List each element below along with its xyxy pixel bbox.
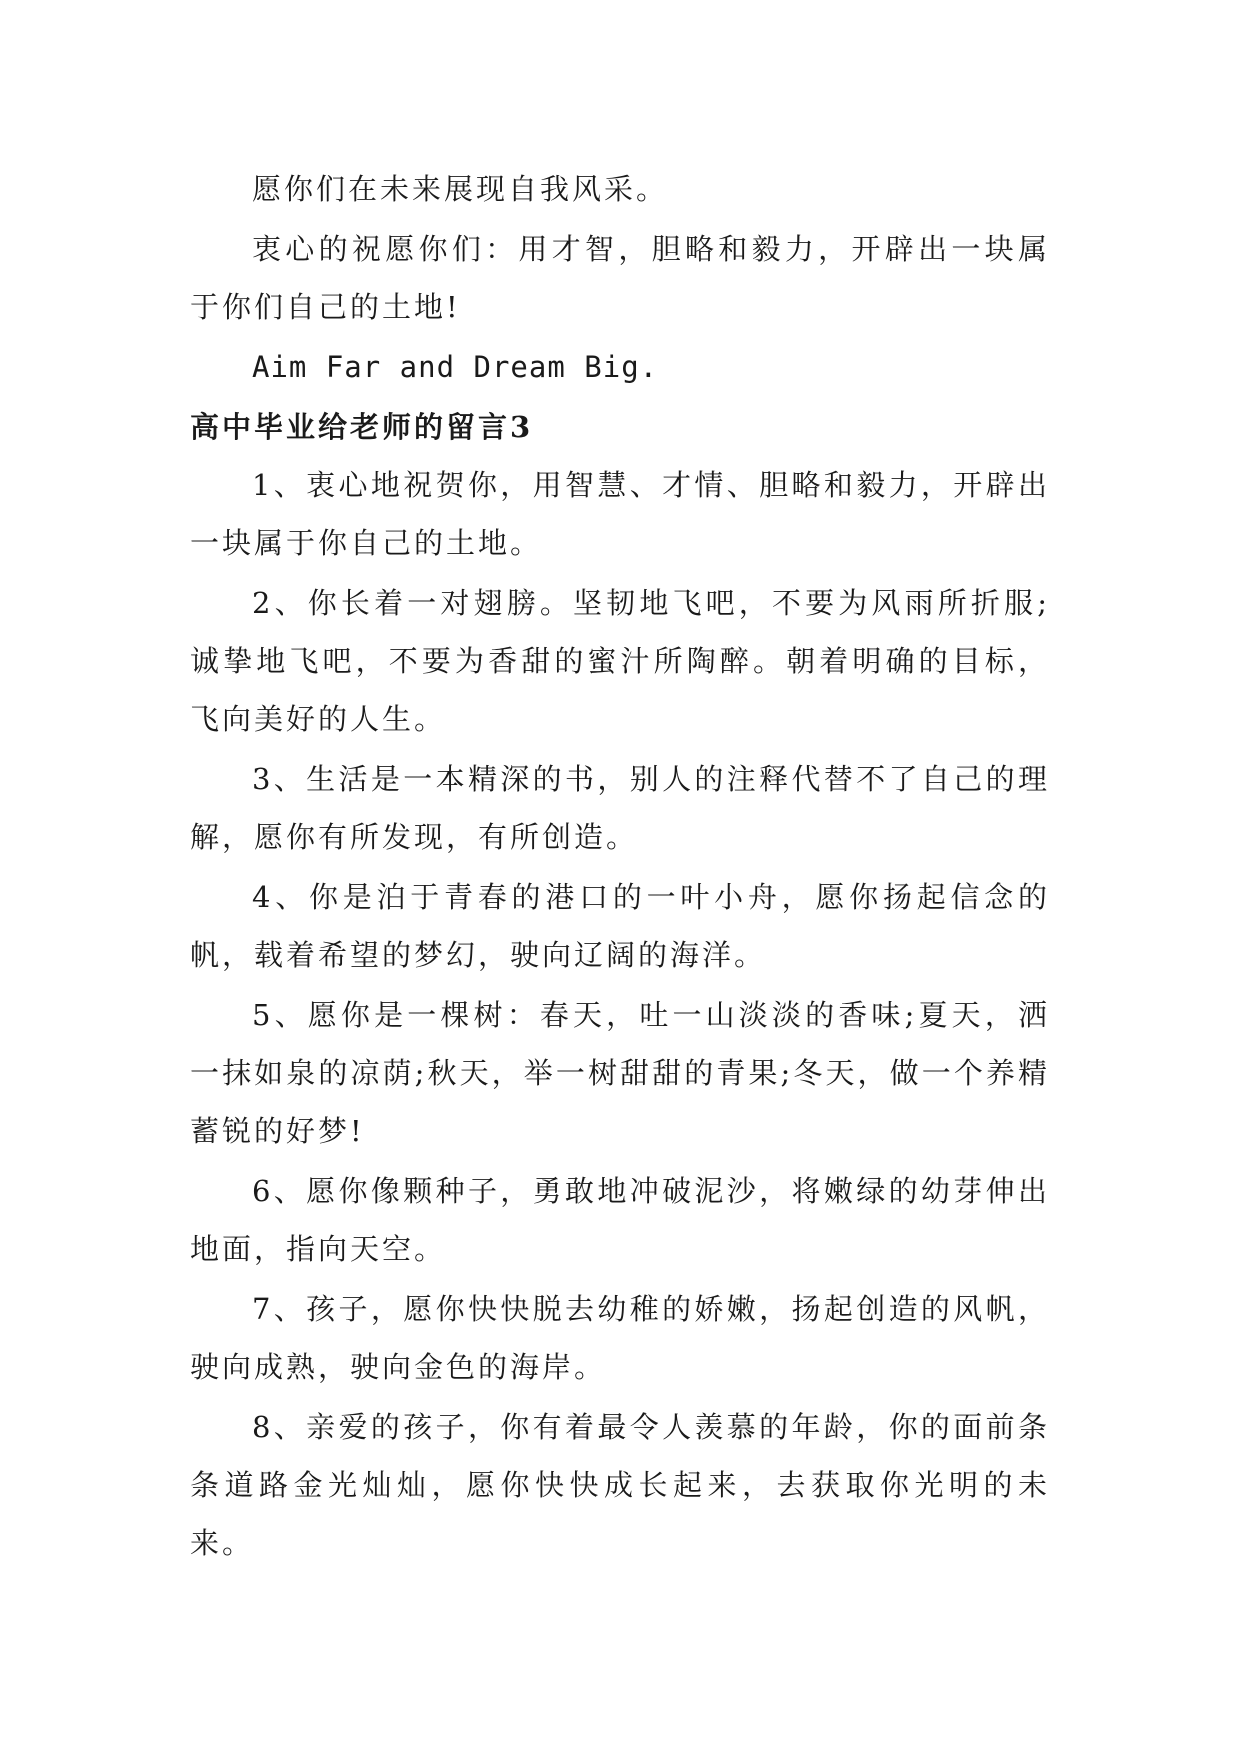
section-title: 高中毕业给老师的留言3 (190, 410, 534, 444)
list-item: 6、愿你像颗种子，勇敢地冲破泥沙，将嫩绿的幼芽伸出地面，指向天空。 (190, 1174, 1050, 1266)
list-item: 1、衷心地祝贺你，用智慧、才情、胆略和毅力，开辟出一块属于你自己的土地。 (190, 468, 1050, 560)
paragraph-motto: Aim Far and Dream Big. (252, 350, 659, 384)
document-body (190, 160, 1050, 1574)
list-item: 2、你长着一对翅膀。坚韧地飞吧，不要为风雨所折服;诚挚地飞吧，不要为香甜的蜜汁所陶醉。朝着明确的目标，飞向美好的人生。 (190, 586, 1050, 736)
list-item: 3、生活是一本精深的书，别人的注释代替不了自己的理解，愿你有所发现，有所创造。 (190, 762, 1050, 854)
list-item: 4、你是泊于青春的港口的一叶小舟，愿你扬起信念的帆，载着希望的梦幻，驶向辽阔的海洋。 (190, 880, 1050, 972)
list-item: 5、愿你是一棵树：春天，吐一山淡淡的香味;夏天，洒一抹如泉的凉荫;秋天，举一树甜甜的青果;冬天，做一个养精蓄锐的好梦! (190, 998, 1050, 1148)
paragraph-wish-land: 衷心的祝愿你们：用才智，胆略和毅力，开辟出一块属于你们自己的土地! (190, 232, 1050, 324)
list-item: 8、亲爱的孩子，你有着最令人羡慕的年龄，你的面前条条道路金光灿灿，愿你快快成长起来，去获取你光明的未来。 (190, 1410, 1050, 1560)
paragraph-wish-style: 愿你们在未来展现自我风采。 (252, 172, 669, 206)
list-item: 7、孩子，愿你快快脱去幼稚的娇嫩，扬起创造的风帆，驶向成熟，驶向金色的海岸。 (190, 1292, 1050, 1384)
